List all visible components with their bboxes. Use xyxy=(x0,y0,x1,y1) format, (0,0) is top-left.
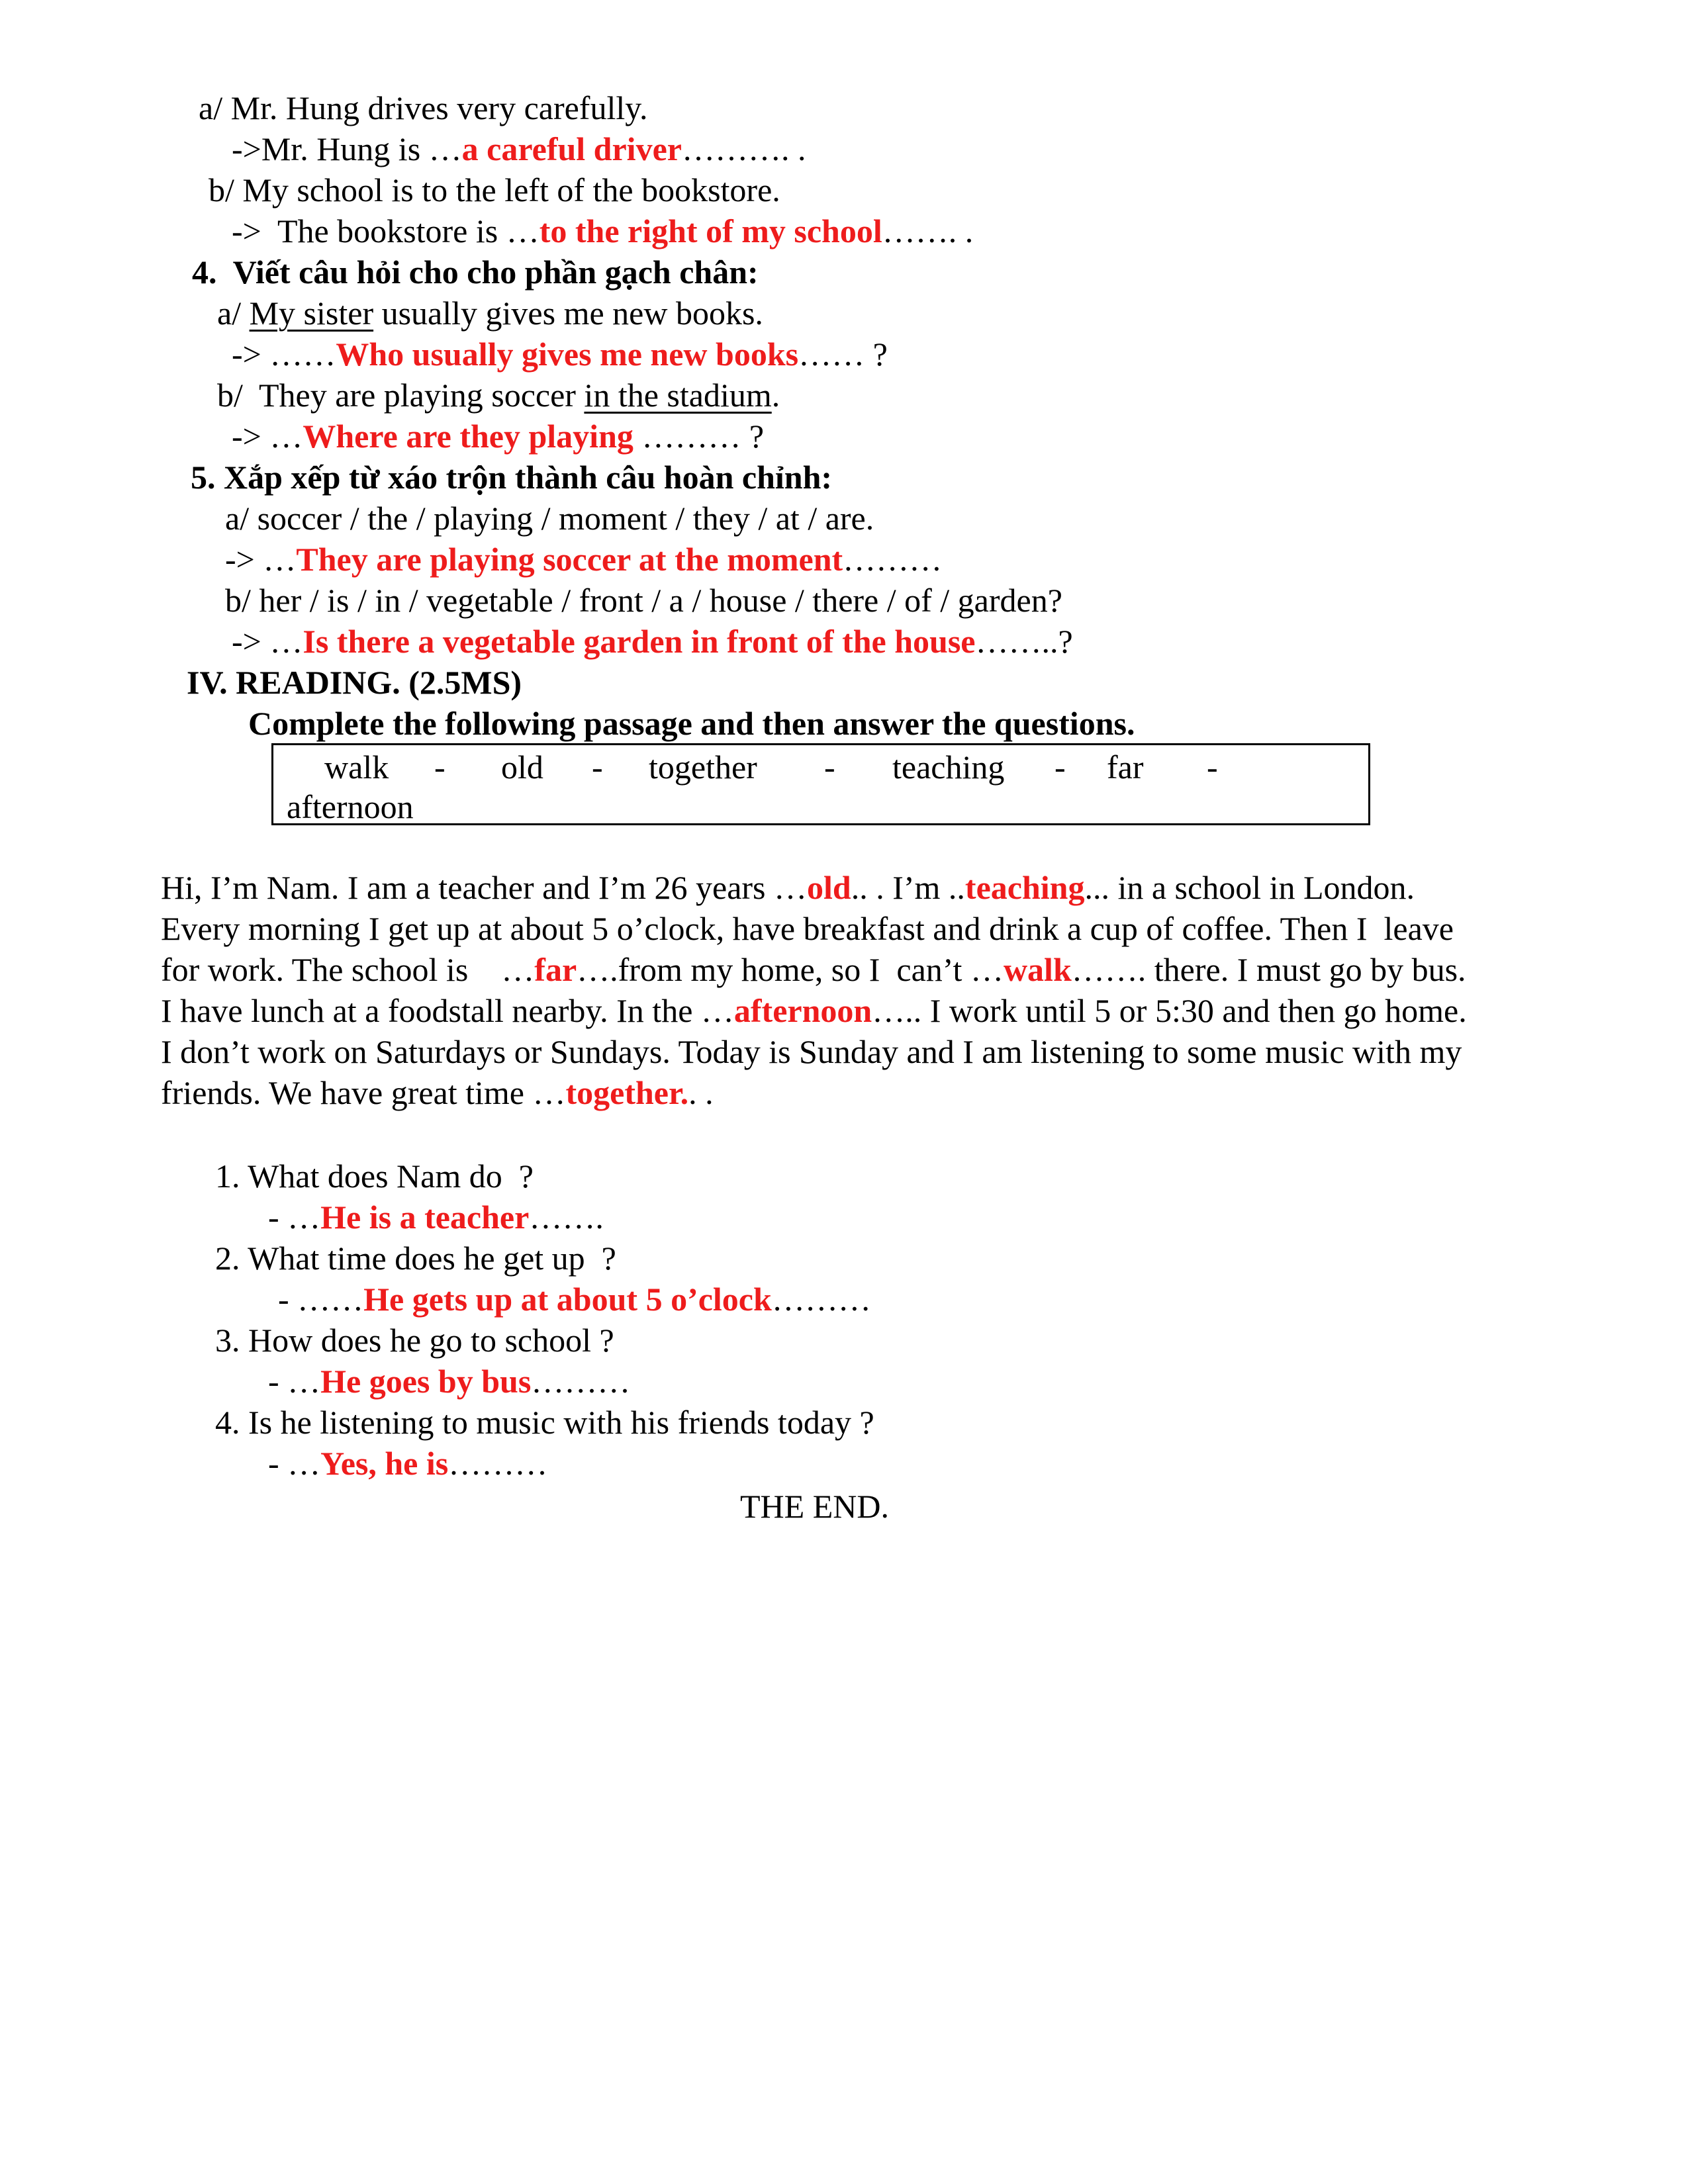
passage-text: . . xyxy=(688,1074,714,1111)
answer-2-line xyxy=(278,1279,871,1320)
sec4-b-prompt xyxy=(217,375,780,416)
sec3-a-prompt: a/ Mr. Hung drives very carefully. xyxy=(199,89,648,126)
sec4-a-answer-line xyxy=(232,334,888,375)
sec4-a-answer: Who usually gives me new books xyxy=(336,336,799,373)
word-bank-word: walk xyxy=(324,749,389,786)
sec3-b-post: ……. . xyxy=(882,212,974,250)
question-3: 3. How does he go to school ? xyxy=(215,1322,614,1359)
passage-text: friends. We have great time … xyxy=(161,1074,566,1111)
word-bank-word: old xyxy=(501,749,543,786)
answer-3-line xyxy=(268,1361,630,1402)
sec5-a-answer: They are playing soccer at the moment xyxy=(296,541,843,578)
answer-suffix: ……… xyxy=(531,1363,631,1400)
word-bank-word: together xyxy=(649,749,757,786)
sec4-b-pre: -> … xyxy=(232,418,303,455)
sec4-b-answer-line xyxy=(232,416,764,457)
answer-prefix: - …… xyxy=(278,1281,364,1318)
blank-answer: far xyxy=(534,951,577,988)
sec5-title: 5. Xắp xếp từ xáo trộn thành câu hoàn chỉnh: xyxy=(191,459,833,496)
sec4-a-pre: -> …… xyxy=(232,336,336,373)
sec4-b-post: ……… ? xyxy=(633,418,765,455)
passage-text: Hi, I’m Nam. I am a teacher and I’m 26 years … xyxy=(161,869,808,906)
word-bank-word: afternoon xyxy=(287,788,414,825)
blank-answer: afternoon xyxy=(733,992,872,1029)
passage-line xyxy=(161,949,1466,990)
blank-answer: teaching xyxy=(964,869,1085,906)
answer-prefix: - … xyxy=(268,1445,321,1482)
question-4: 4. Is he listening to music with his friends today ? xyxy=(215,1404,874,1441)
sec3-b-answer-line xyxy=(232,210,973,251)
answer-prefix: - … xyxy=(268,1199,321,1236)
sec3-b-pre: -> The bookstore is … xyxy=(232,212,539,250)
answer-1: He is a teacher xyxy=(320,1199,530,1236)
sec3-a-answer-line xyxy=(232,128,806,169)
sec5-a-prompt: a/ soccer / the / playing / moment / they / at / are. xyxy=(225,500,874,537)
passage-text: ….. I work until 5 or 5:30 and then go home. xyxy=(872,992,1467,1029)
blank-answer: walk xyxy=(1003,951,1072,988)
sec5-b-answer: Is there a vegetable garden in front of the house xyxy=(303,623,976,660)
word-bank-word: teaching xyxy=(892,749,1005,786)
reading-title: IV. READING. (2.5MS) xyxy=(187,664,522,701)
sec5-b-pre: -> … xyxy=(232,623,303,660)
answer-4: Yes, he is xyxy=(320,1445,449,1482)
answer-prefix: - … xyxy=(268,1363,321,1400)
sec5-a-pre: -> … xyxy=(225,541,297,578)
question-2: 2. What time does he get up ? xyxy=(215,1240,616,1277)
sec4-a-prompt xyxy=(217,293,763,334)
passage-text: .. . I’m .. xyxy=(851,869,965,906)
word-bank-separator: - xyxy=(1055,749,1066,786)
sec4-b-label: b/ They are playing soccer xyxy=(217,377,585,414)
passage-line: Every morning I get up at about 5 o’clock, have breakfast and drink a cup of coffee. Then I leave xyxy=(161,910,1454,947)
answer-4-line xyxy=(268,1443,547,1484)
sec3-a-pre: ->Mr. Hung is … xyxy=(232,130,462,167)
word-bank-box xyxy=(271,743,1370,825)
reading-instruction: Complete the following passage and then answer the questions. xyxy=(248,705,1135,742)
passage-line: I don’t work on Saturdays or Sundays. Today is Sunday and I am listening to some music with my xyxy=(161,1033,1462,1070)
sec4-b-underlined: in the stadium xyxy=(584,377,772,414)
sec4-b-answer: Where are they playing xyxy=(303,418,633,455)
answer-3: He goes by bus xyxy=(320,1363,532,1400)
sec5-b-answer-line xyxy=(232,621,1073,662)
sec4-b-rest: . xyxy=(771,377,780,414)
sec3-b-prompt: b/ My school is to the left of the bookstore. xyxy=(209,171,780,208)
sec5-a-answer-line xyxy=(225,539,942,580)
sec4-a-post: …… ? xyxy=(798,336,888,373)
sec4-a-rest: usually gives me new books. xyxy=(373,295,763,332)
word-bank-word: far xyxy=(1107,749,1144,786)
sec4-a-underlined: My sister xyxy=(249,295,374,332)
passage-text: ….from my home, so I can’t … xyxy=(577,951,1004,988)
word-bank-separator: - xyxy=(592,749,603,786)
sec5-a-post: ……… xyxy=(843,541,943,578)
passage-text: ... in a school in London. xyxy=(1084,869,1415,906)
answer-2: He gets up at about 5 o’clock xyxy=(363,1281,772,1318)
sec4-title: 4. Viết câu hỏi cho cho phần gạch chân: xyxy=(192,253,759,291)
passage-text: I have lunch at a foodstall nearby. In the … xyxy=(161,992,734,1029)
sec3-a-answer: a careful driver xyxy=(461,130,682,167)
word-bank-separator: - xyxy=(824,749,835,786)
answer-suffix: ……… xyxy=(448,1445,548,1482)
answer-suffix: ……… xyxy=(771,1281,871,1318)
sec3-b-answer: to the right of my school xyxy=(539,212,882,250)
blank-answer: old xyxy=(807,869,851,906)
sec5-b-post: ……..? xyxy=(975,623,1073,660)
word-bank-separator: - xyxy=(1207,749,1218,786)
answer-1-line xyxy=(268,1197,604,1238)
answer-suffix: ……. xyxy=(529,1199,604,1236)
sec3-a-post: ………. . xyxy=(681,130,806,167)
passage-line xyxy=(161,867,1415,908)
the-end: THE END. xyxy=(740,1488,889,1525)
question-1: 1. What does Nam do ? xyxy=(215,1158,534,1195)
sec4-a-label: a/ xyxy=(217,295,250,332)
passage-line xyxy=(161,1072,714,1113)
blank-answer: together. xyxy=(565,1074,689,1111)
passage-line xyxy=(161,990,1467,1031)
sec5-b-prompt: b/ her / is / in / vegetable / front / a / house / there / of / garden? xyxy=(225,582,1062,619)
passage-text: ……. there. I must go by bus. xyxy=(1071,951,1466,988)
passage-text: for work. The school is … xyxy=(161,951,535,988)
word-bank-separator: - xyxy=(434,749,445,786)
